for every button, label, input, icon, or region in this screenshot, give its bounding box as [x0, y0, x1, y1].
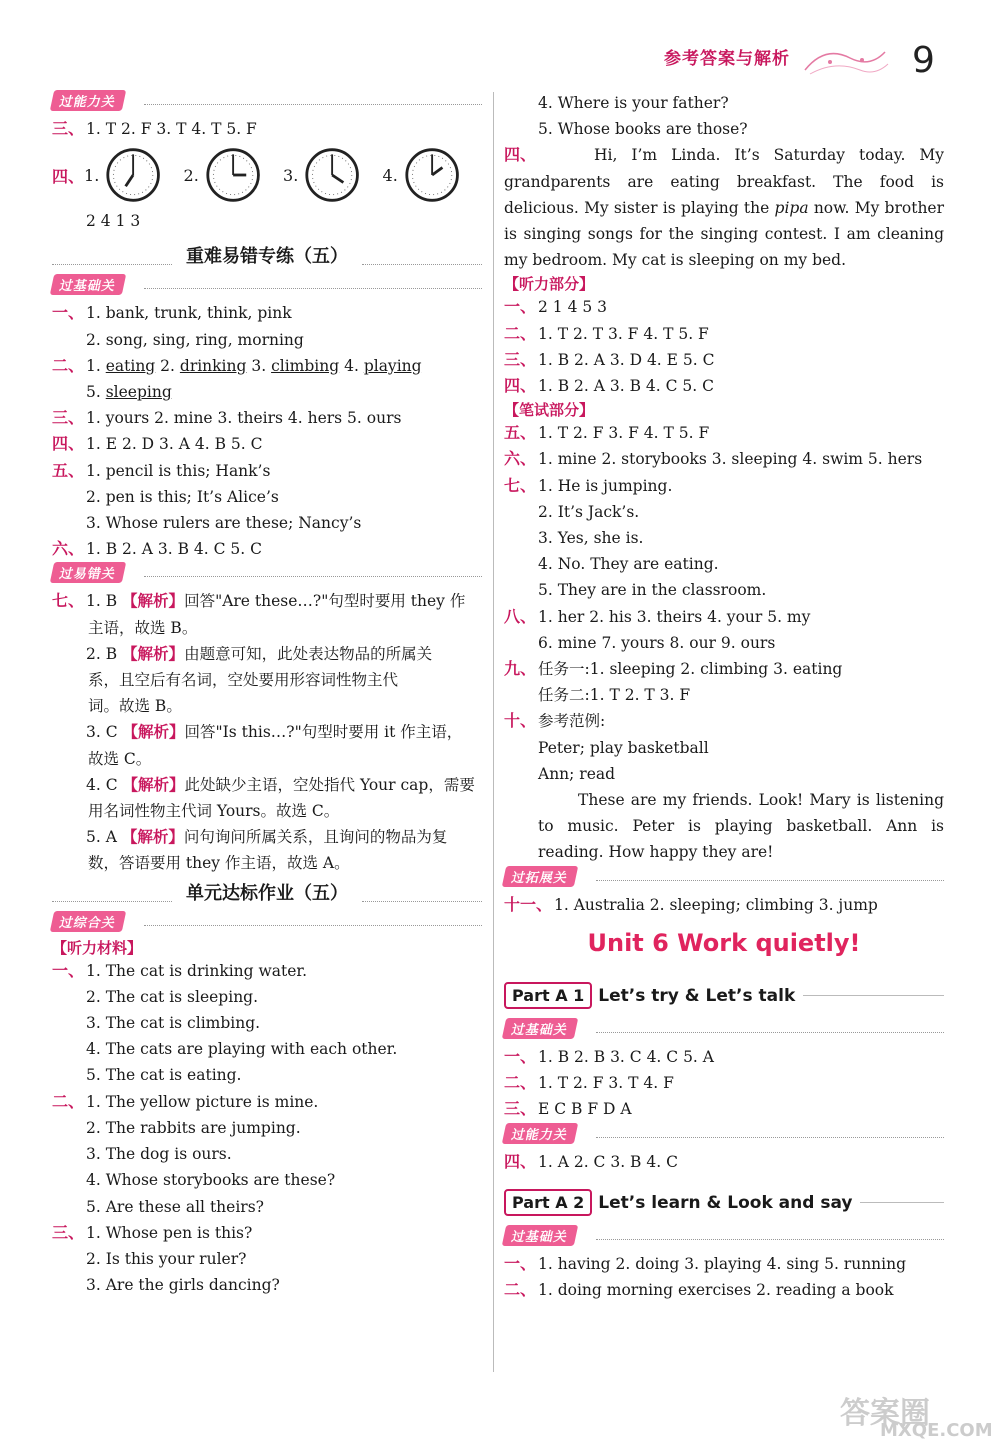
answer-line: 三、 1. B 2. A 3. D 4. E 5. C	[504, 349, 715, 369]
answer-line: 5. The cat is eating.	[86, 1066, 242, 1085]
answer-line: 4. The cats are playing with each other.	[86, 1040, 398, 1059]
answer-line: 四、 1. B 2. A 3. B 4. C 5. C	[504, 376, 714, 396]
section-tag: 过能力关	[504, 1123, 944, 1149]
answer-line: 四、 1. E 2. D 3. A 4. B 5. C	[52, 434, 263, 454]
answer-line: 一、 1. B 2. B 3. C 4. C 5. A	[504, 1046, 714, 1066]
answer-line: Ann; read	[538, 764, 616, 783]
explanation-line: 主语，故选 B。	[88, 618, 198, 637]
explanation-line: 4. C 【解析】此处缺少主语，空处指代 Your cap，需要	[86, 774, 475, 794]
right-column	[504, 90, 944, 1303]
section-tag: 过基础关	[504, 1018, 944, 1044]
answer-line: 十、 参考范例:	[504, 711, 606, 731]
column-divider	[493, 92, 494, 1372]
clock-order: 2 4 1 3	[86, 212, 141, 231]
answer-line: 二、 1. T 2. T 3. F 4. T 5. F	[504, 323, 709, 343]
answer-line: 2. The rabbits are jumping.	[86, 1118, 301, 1137]
answer-line: 一、 1. The cat is drinking water.	[52, 960, 308, 980]
answer-line: 三、 1. T 2. F 3. T 4. T 5. F	[52, 119, 257, 138]
answer-line: 3. Are the girls dancing?	[86, 1276, 280, 1295]
watermark: MXQE.COM	[880, 1420, 993, 1441]
answer-line: 四、 1. A 2. C 3. B 4. C	[504, 1151, 678, 1171]
section-tag: 过综合关	[52, 911, 482, 937]
section-title: 单元达标作业（五）	[52, 877, 482, 911]
clock-row: 四、 1. 2. 3. 4.	[52, 142, 482, 208]
unit-title: Unit 6 Work quietly!	[587, 928, 861, 957]
answer-line: 4. Whose storybooks are these?	[86, 1171, 336, 1190]
answer-line: 5. They are in the classroom.	[538, 581, 767, 600]
clock-icon	[304, 145, 360, 205]
written-heading: 【笔试部分】	[504, 401, 595, 420]
answer-line: 3. The dog is ours.	[86, 1145, 232, 1164]
explanation-line: 3. C 【解析】回答"Is this…?"句型时要用 it 作主语，	[86, 722, 463, 742]
answer-line: 4. No. They are eating.	[538, 555, 719, 574]
answer-line: 二、 1. doing morning exercises 2. reading a book	[504, 1279, 894, 1299]
answer-line: 三、 1. Whose pen is this?	[52, 1222, 253, 1242]
listening-heading: 【听力部分】	[504, 275, 595, 294]
section-tag: 过基础关	[52, 274, 482, 300]
part-heading: Part A 1 Let’s try & Let’s talk	[504, 974, 944, 1018]
answer-line: 六、 1. B 2. A 3. B 4. C 5. C	[52, 539, 262, 559]
clock-icon	[105, 145, 161, 205]
answer-line: 二、 1. eating 2. drinking 3. climbing 4. playing	[52, 355, 422, 375]
answer-line: 七、 1. He is jumping.	[504, 475, 673, 495]
watermark: 答案圈	[840, 1396, 930, 1431]
answer-line: 一、 1. bank, trunk, think, pink	[52, 303, 292, 323]
section-tag: 过基础关	[504, 1225, 944, 1251]
clock-icon	[205, 145, 261, 205]
answer-line: 十一、 1. Australia 2. sleeping; climbing 3. jump	[504, 894, 878, 914]
page-number: 9	[912, 40, 935, 81]
answer-line: 三、 E C B F D A	[504, 1099, 632, 1119]
answer-line: 五、 1. T 2. F 3. F 4. T 5. F	[504, 423, 710, 443]
explanation-line: 故选 C。	[88, 749, 152, 768]
answer-line: 一、 1. having 2. doing 3. playing 4. sing 5. running	[504, 1253, 907, 1273]
answer-line: 六、 1. mine 2. storybooks 3. sleeping 4. swim 5. hers	[504, 449, 923, 469]
part-heading: Part A 2 Let’s learn & Look and say	[504, 1181, 944, 1225]
answer-line: 5. Whose books are those?	[538, 120, 748, 139]
answer-line: 九、 任务一:1. sleeping 2. climbing 3. eating	[504, 659, 843, 679]
section-tag: 过能力关	[52, 90, 482, 116]
answer-line: 任务二:1. T 2. T 3. F	[538, 686, 691, 705]
section-tag: 过易错关	[52, 562, 482, 588]
answer-line: 3. Whose rulers are these; Nancy’s	[86, 514, 362, 533]
explanation-line: 2. B 【解析】由题意可知，此处表达物品的所属关	[86, 643, 433, 663]
page-header-title: 参考答案与解析	[664, 49, 790, 69]
clock-icon	[404, 145, 460, 205]
answer-line: 4. Where is your father?	[538, 94, 729, 112]
answer-line: 3. The cat is climbing.	[86, 1014, 261, 1033]
section-title: 重难易错专练（五）	[52, 240, 482, 274]
sample-passage: These are my friends. Look! Mary is listening to music. Peter is playing basketball. Ann is reading. How happy they are!	[538, 791, 944, 862]
explanation-line: 用名词性物主代词 Yours。故选 C。	[88, 802, 340, 821]
listening-heading: 【听力材料】	[52, 938, 143, 957]
explanation-line: 词。故选 B。	[88, 697, 182, 716]
explanation-line: 数，答语要用 they 作主语，故选 A。	[88, 854, 350, 873]
section-tag: 过拓展关	[504, 866, 944, 892]
answer-line: 3. Yes, she is.	[538, 529, 644, 548]
answer-line: 2. song, sing, ring, morning	[86, 330, 304, 349]
explanation-line: 系，且空后有名词，空处要用形容词性物主代	[88, 671, 399, 690]
answer-line: 2. Is this your ruler?	[86, 1249, 247, 1268]
answer-line: 5. sleeping	[86, 383, 172, 402]
answer-line: 五、 1. pencil is this; Hank’s	[52, 460, 271, 480]
explanation-line: 七、 1. B 【解析】回答"Are these…?"句型时要用 they 作	[52, 591, 466, 611]
header-decoration	[800, 40, 890, 80]
answer-line: 2. It’s Jack’s.	[538, 502, 640, 521]
answer-line: 八、 1. her 2. his 3. theirs 4. your 5. my	[504, 606, 811, 626]
left-column	[52, 90, 482, 1298]
answer-line: Peter; play basketball	[538, 738, 709, 757]
answer-line: 二、 1. The yellow picture is mine.	[52, 1091, 319, 1111]
explanation-line: 5. A 【解析】问句询问所属关系，且询问的物品为复	[86, 827, 448, 847]
answer-line: 6. mine 7. yours 8. our 9. ours	[538, 633, 776, 652]
answer-line: 二、 1. T 2. F 3. T 4. F	[504, 1073, 674, 1093]
answer-line: 2. The cat is sleeping.	[86, 987, 259, 1006]
answer-line: 2. pen is this; It’s Alice’s	[86, 487, 279, 506]
answer-line: 一、 2 1 4 5 3	[504, 297, 608, 317]
passage: 四、 Hi, I’m Linda. It’s Saturday today. My grandparents are eating breakfast. The food is delicious. My sister is playing the pipa now. My brother is singing songs for the singing contest. I am cleaning my bedroom. My cat is sleeping on my bed.	[504, 145, 945, 270]
answer-line: 三、 1. yours 2. mine 3. theirs 4. hers 5. ours	[52, 408, 402, 428]
answer-line: 5. Are these all theirs?	[86, 1197, 264, 1216]
